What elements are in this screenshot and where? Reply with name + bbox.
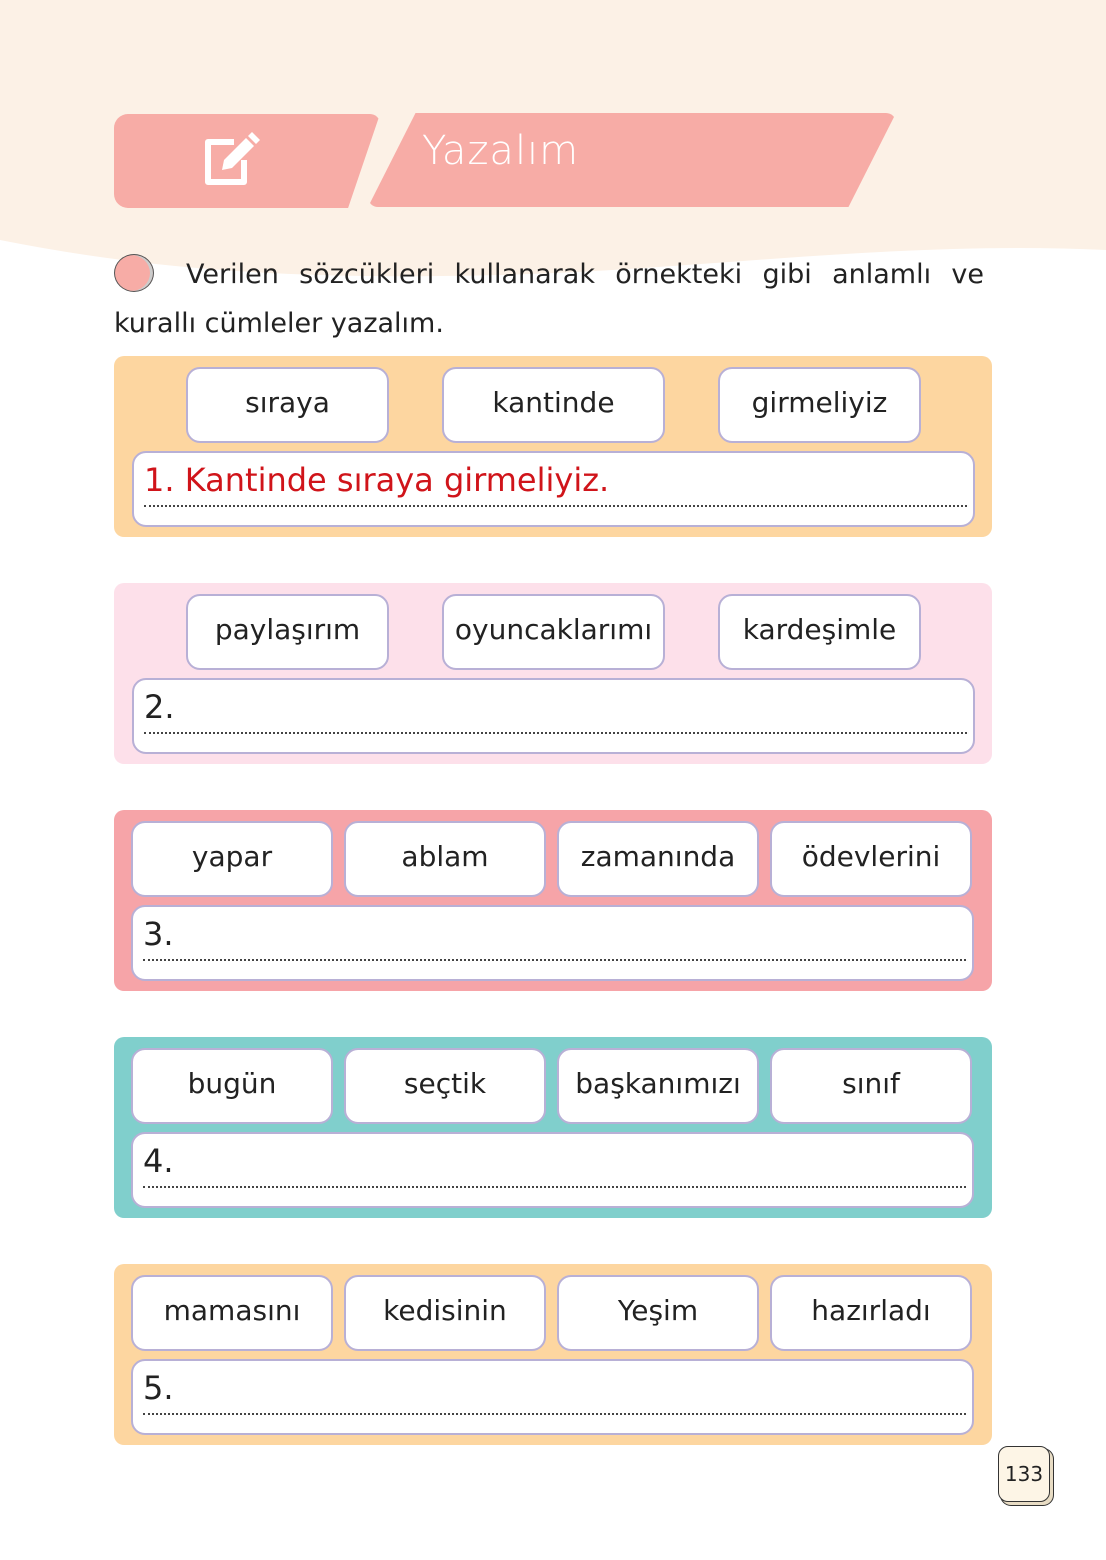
word-card: Yeşim <box>557 1275 759 1351</box>
answer-field[interactable] <box>131 1132 974 1208</box>
exercise-5 <box>114 1264 992 1445</box>
word-card: hazırladı <box>770 1275 972 1351</box>
answer-field[interactable] <box>132 451 975 527</box>
word-card: başkanımızı <box>557 1048 759 1124</box>
answer-text: 2. <box>144 688 175 726</box>
word-card: ödevlerini <box>770 821 972 897</box>
answer-field[interactable] <box>132 678 975 754</box>
exercise-4 <box>114 1037 992 1218</box>
word-card: zamanında <box>557 821 759 897</box>
word-card: sınıf <box>770 1048 972 1124</box>
instruction-text: Verilen sözcükleri kullanarak örnekteki gibi anlamlı ve kurallı cümleler yazalım. <box>114 259 984 339</box>
section-title: Yazalım <box>422 128 580 174</box>
answer-text: 5. <box>143 1369 174 1407</box>
word-card: girmeliyiz <box>718 367 921 443</box>
word-card: kantinde <box>442 367 665 443</box>
answer-text: 1. Kantinde sıraya girmeliyiz. <box>144 461 610 499</box>
word-card: kardeşimle <box>718 594 921 670</box>
answer-field[interactable] <box>131 905 974 981</box>
edit-icon <box>200 128 260 190</box>
dotted-line <box>144 732 967 734</box>
dotted-line <box>143 959 966 961</box>
word-card: seçtik <box>344 1048 546 1124</box>
dotted-line <box>143 1413 966 1415</box>
dotted-line <box>143 1186 966 1188</box>
exercise-1 <box>114 356 992 537</box>
word-card: oyuncaklarımı <box>442 594 665 670</box>
word-card: bugün <box>131 1048 333 1124</box>
exercise-2 <box>114 583 992 764</box>
answer-text: 3. <box>143 915 174 953</box>
word-card: yapar <box>131 821 333 897</box>
word-card: ablam <box>344 821 546 897</box>
word-card: sıraya <box>186 367 389 443</box>
word-card: kedisinin <box>344 1275 546 1351</box>
answer-field[interactable] <box>131 1359 974 1435</box>
exercise-3 <box>114 810 992 991</box>
page-number: 133 <box>998 1446 1050 1502</box>
word-card: paylaşırım <box>186 594 389 670</box>
dotted-line <box>144 505 967 507</box>
word-card: mamasını <box>131 1275 333 1351</box>
answer-text: 4. <box>143 1142 174 1180</box>
